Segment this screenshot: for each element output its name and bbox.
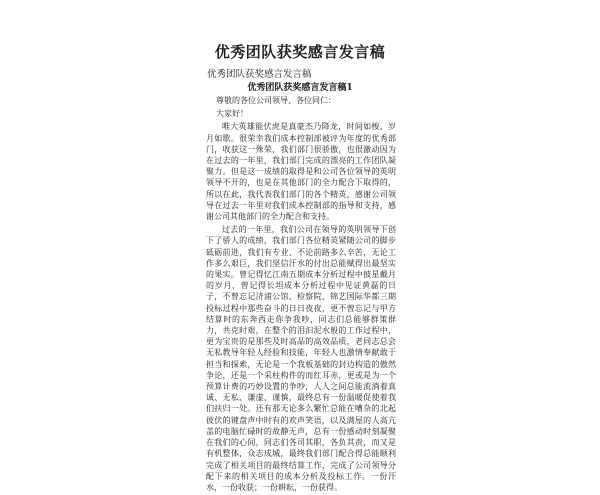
salutation: 尊敬的各位公司领导、各位同仁：: [216, 96, 336, 105]
document-title: 优秀团队获奖感言发言稿: [214, 43, 386, 61]
greeting: 大家好！: [216, 109, 248, 119]
paragraph: 唯大英雄能伏虎是真豪杰乃降龙，时间如梭，岁月如歌。很荣幸我们成本控制部被评为年度的优秀部门，收获这一殊荣，我们部门很骄傲，也很激动因为在过去的一年里，我们部门完成的漂亮的工作团队凝聚力。但是这一成绩的取得是和公司各位领导的英明领导不开的，也是在其他部门的全力配合下取得的，所以在此，我代表我们部门的各个精英，感谢公司领导在过去一年里对我们成本控制部的指导和支持，感谢公司其他部门的全力配合和支持。: [206, 122, 396, 222]
document-subtitle: 优秀团队获奖感言发言稿: [207, 69, 312, 80]
section-heading: 优秀团队获奖感言发言稿1: [247, 83, 353, 93]
paragraph: 过去的一年里，我们公司在领导的英明领导下创下了骄人的成绩，我们部门各位精英紧随公司的脚步砥砺前进，我们有专业、不论前路多么辛苦，无论工作多么艰巨，我们坚信汗水的付出总能赋得出最坚实的果实。曾记得忆江南五期成本分析过程中披星戴月的岁月，曾记得长坦成本分析过程中见证黄磊的日子，不曾忘记济浦公馆、检察院、锦艺国际华都三期投标过程中那些奋斗的日日夜夜，更不曾忘记与甲方结算时的东奔西走你争我吵，同志们总能够群策群力，共克时艰，在整个的泪汩泥水般的工作过程中，更为宝贵的是那些及时高品的高效品质，老同志总会无私教导年轻人经验和技能，年轻人也激情奉献敢于担当和探索，无论是一个我板基础的封边构造的傲然争论，还是一个采柱构件的而红耳赤，更或是为一个预算计费的巧妙设置的争吵，人人之间总能流淌着真诚、无私、谦虚、谨慎，最终总有一份温暖促使着我们扶归一处。还有那无论多么繁忙总能在嘈杂的北起彼伏的键盘声中时有的欢声笑语，以及满屋的人高亢盖的电脑忙碌时的故静无声，总有一份感动时刻凝聚在我们的心间，同志们各司其职，各负其责，而又是有机整体，众志成城，最终我们部门配合得总能顺利完成了相关项目的最终结算工作，完成了公司领导分配下来的相关项目的成本分析及投标工作。一份汗水，一份收获；一份耕耘，一份获得。: [206, 225, 396, 492]
document-body: [206, 95, 396, 495]
